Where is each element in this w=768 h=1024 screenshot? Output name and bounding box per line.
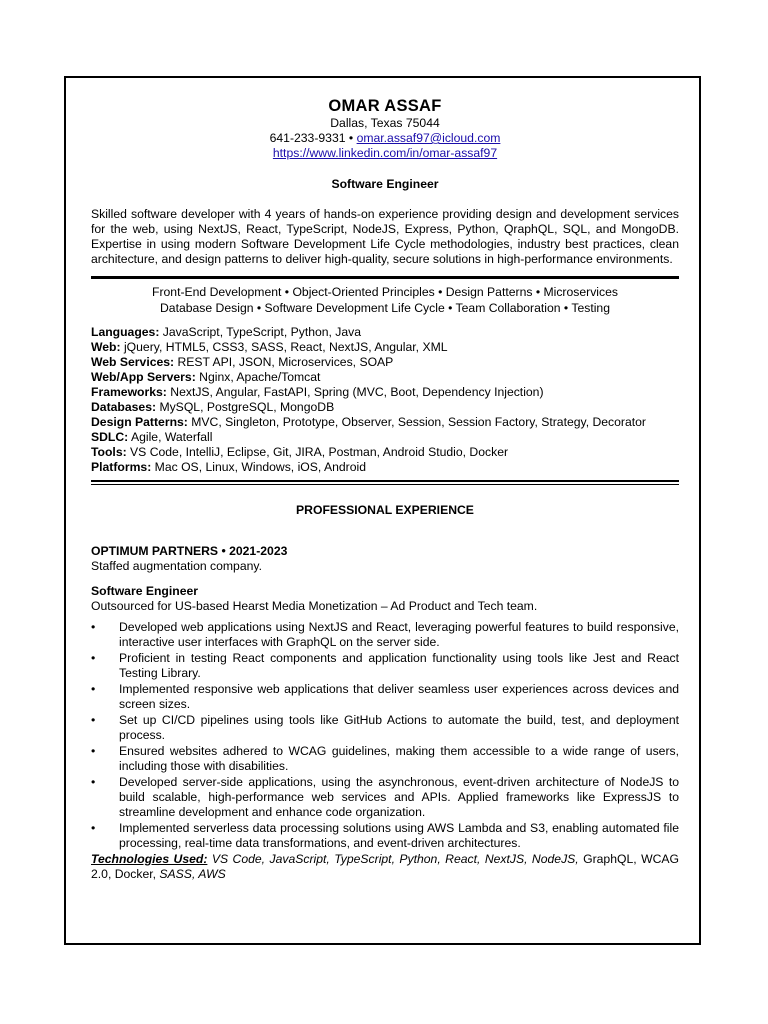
skill-row xyxy=(91,370,679,385)
skill-value: MySQL, PostgreSQL, MongoDB xyxy=(159,400,335,414)
skill-label: SDLC: xyxy=(91,430,129,444)
bullet-text: Developed web applications using NextJS and React, leveraging powerful features to build responsive, interactive user interfaces with GraphQL on the server side. xyxy=(119,620,679,649)
skill-value: VS Code, IntelliJ, Eclipse, Git, JIRA, Postman, Android Studio, Docker xyxy=(130,445,509,459)
competencies xyxy=(91,285,679,316)
double-divider xyxy=(91,480,679,485)
bullet-text: Ensured websites adhered to WCAG guidelines, making them accessible to a wide range of users, including those with disabilities. xyxy=(119,744,679,773)
responsibilities-list xyxy=(91,620,679,851)
list-item xyxy=(91,744,679,774)
list-item xyxy=(91,651,679,681)
bullet-text: Implemented serverless data processing solutions using AWS Lambda and S3, enabling automated file processing, real-time data transformations, and event-driven architectures. xyxy=(119,821,679,850)
contact-line xyxy=(91,131,679,146)
phone: 641-233-9331 xyxy=(269,131,346,145)
linkedin-link[interactable]: https://www.linkedin.com/in/omar-assaf97 xyxy=(272,146,498,160)
bullet-text: Implemented responsive web applications that deliver seamless user experiences across devices and screen sizes. xyxy=(119,682,679,711)
technologies-list-italic-end: SASS, AWS xyxy=(159,867,226,881)
divider xyxy=(91,276,679,279)
resume-page xyxy=(64,76,701,945)
skill-row xyxy=(91,460,679,475)
linkedin-line xyxy=(91,146,679,161)
skill-row xyxy=(91,385,679,400)
company-description: Staffed augmentation company. xyxy=(91,559,262,573)
skill-row xyxy=(91,445,679,460)
skill-value: jQuery, HTML5, CSS3, SASS, React, NextJS, Angular, XML xyxy=(123,340,448,354)
technologies-list-italic: VS Code, JavaScript, TypeScript, Python, React, NextJS, NodeJS, xyxy=(207,852,579,866)
skill-value: Mac OS, Linux, Windows, iOS, Android xyxy=(154,460,367,474)
skill-label: Design Patterns: xyxy=(91,415,188,429)
skill-label: Tools: xyxy=(91,445,127,459)
role-title: Software Engineer xyxy=(91,584,199,598)
skill-label: Platforms: xyxy=(91,460,152,474)
company-heading: OPTIMUM PARTNERS • 2021-2023 xyxy=(91,544,288,558)
email-link[interactable]: omar.assaf97@icloud.com xyxy=(356,131,501,145)
bullet-text: Developed server-side applications, using the asynchronous, event-driven architecture of NodeJS to build scalable, high-performance web services and APIs. Applied frameworks like ExpressJS to streamline development and enhance code organization. xyxy=(119,775,679,819)
bullet-text: Proficient in testing React components and application functionality using tools like Jest and React Testing Library. xyxy=(119,651,679,680)
skill-row xyxy=(91,355,679,370)
technologies-label: Technologies Used: xyxy=(91,852,208,866)
skill-label: Frameworks: xyxy=(91,385,167,399)
skill-row xyxy=(91,340,679,355)
technologies-used xyxy=(91,852,679,882)
skill-row xyxy=(91,430,679,445)
bullet-icon: • xyxy=(91,821,96,835)
bullet-icon: • xyxy=(91,682,96,696)
list-item xyxy=(91,821,679,851)
competencies-line-2: Database Design • Software Development Life Cycle • Team Collaboration • Testing xyxy=(160,300,610,315)
skill-label: Databases: xyxy=(91,400,157,414)
skill-row xyxy=(91,400,679,415)
bullet-icon: • xyxy=(91,651,96,665)
competencies-line-1: Front-End Development • Object-Oriented Principles • Design Patterns • Microservices xyxy=(152,285,618,299)
skill-label: Web/App Servers: xyxy=(91,370,196,384)
skill-label: Web: xyxy=(91,340,121,354)
skill-value: MVC, Singleton, Prototype, Observer, Session, Session Factory, Strategy, Decorator xyxy=(191,415,646,429)
skill-value: REST API, JSON, Microservices, SOAP xyxy=(177,355,394,369)
bullet-icon: • xyxy=(91,620,96,634)
skill-label: Languages: xyxy=(91,325,160,339)
location: Dallas, Texas 75044 xyxy=(330,116,440,130)
bullet-icon: • xyxy=(91,713,96,727)
bullet-icon: • xyxy=(91,775,96,789)
skill-value: NextJS, Angular, FastAPI, Spring (MVC, Boot, Dependency Injection) xyxy=(170,385,544,399)
bullet-icon: • xyxy=(91,744,96,758)
resume-content xyxy=(91,96,679,882)
skill-row xyxy=(91,325,679,340)
separator: • xyxy=(348,131,354,145)
technologies-list-plain: GraphQL, WCAG 2.0, Docker, xyxy=(91,852,679,881)
candidate-name: OMAR ASSAF xyxy=(328,97,442,115)
list-item xyxy=(91,620,679,650)
list-item xyxy=(91,713,679,743)
summary: Skilled software developer with 4 years of hands-on experience providing design and development services for the web, using NextJS, React, TypeScript, NodeJS, Express, Python, QraphQL, SQL, and MongoDB. Expertise in using modern Software Development Life Cycle methodologies, industry best practices, clean architecture, and design patterns to deliver high-quality, secure solutions in high-performance environments. xyxy=(91,207,679,266)
skills-list xyxy=(91,325,679,475)
list-item xyxy=(91,682,679,712)
header xyxy=(91,96,679,161)
section-title: PROFESSIONAL EXPERIENCE xyxy=(296,503,474,517)
skill-label: Web Services: xyxy=(91,355,175,369)
skill-row xyxy=(91,415,679,430)
skill-value: JavaScript, TypeScript, Python, Java xyxy=(162,325,362,339)
list-item xyxy=(91,775,679,820)
skill-value: Nginx, Apache/Tomcat xyxy=(199,370,321,384)
job-title: Software Engineer xyxy=(331,177,439,191)
role-description: Outsourced for US-based Hearst Media Monetization – Ad Product and Tech team. xyxy=(91,599,538,613)
skill-value: Agile, Waterfall xyxy=(130,430,213,444)
bullet-text: Set up CI/CD pipelines using tools like GitHub Actions to automate the build, test, and deployment process. xyxy=(119,713,679,742)
